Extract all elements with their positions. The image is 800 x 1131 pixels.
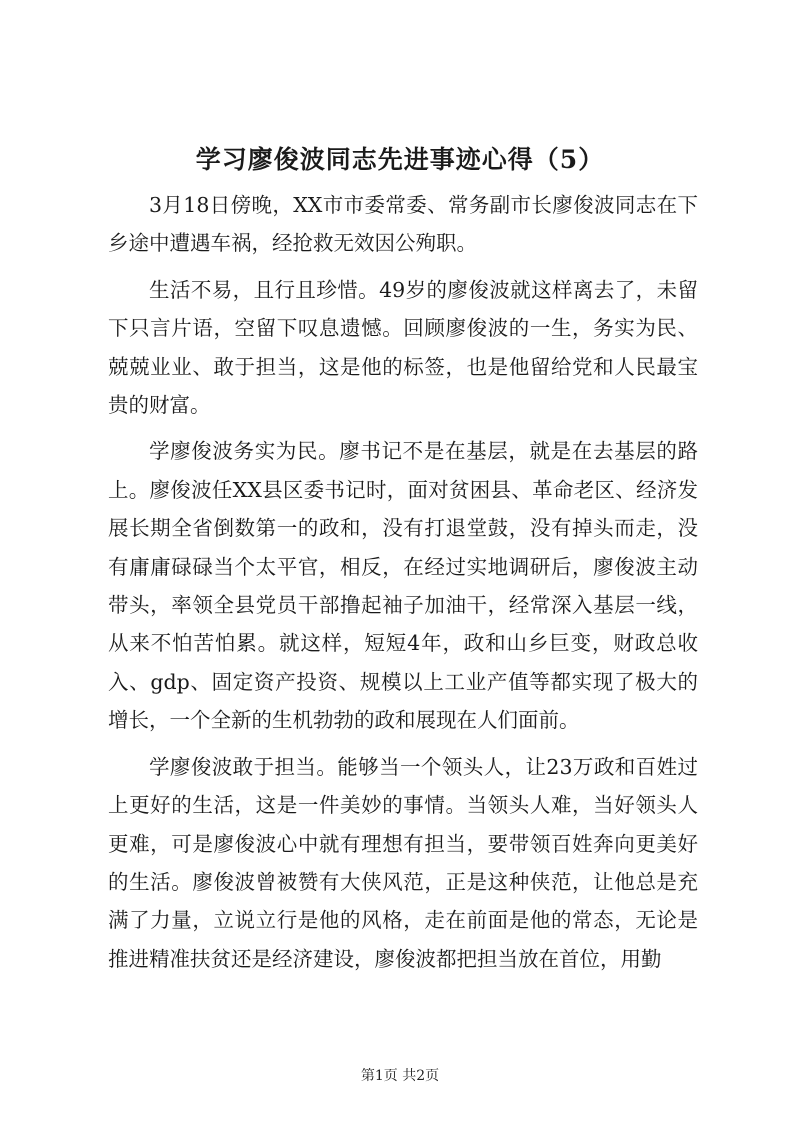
- paragraph-2: 生活不易，且行且珍惜。49岁的廖俊波就这样离去了，未留下只言片语，空留下叹息遗憾。回顾廖俊波的一生，务实为民、兢兢业业、敢于担当，这是他的标签，也是他留给党和人民最宝贵的财富。: [108, 277, 698, 418]
- paragraph-1: 3月18日傍晚，XX市市委常委、常务副市长廖俊波同志在下乡途中遭遇车祸，经抢救无效因公殉职。: [108, 193, 698, 256]
- document-title: 学习廖俊波同志先进事迹心得（5）: [195, 145, 605, 174]
- paragraph-4: 学廖俊波敢于担当。能够当一个领头人，让23万政和百姓过上更好的生活，这是一件美妙的事情。当领头人难，当好领头人更难，可是廖俊波心中就有理想有担当，要带领百姓奔向更美好的生活。廖俊波曾被赞有大侠风范，正是这种侠范，让他总是充满了力量，立说立行是他的风格，走在前面是他的常态，无论是推进精准扶贫还是经济建设，廖俊波都把担当放在首位，用勤: [108, 754, 698, 971]
- page-number-footer: 第1页 共2页: [360, 1068, 440, 1084]
- paragraph-3: 学廖俊波务实为民。廖书记不是在基层，就是在去基层的路上。廖俊波任XX县区委书记时，面对贫困县、革命老区、经济发展长期全省倒数第一的政和，没有打退堂鼓，没有掉头而走，没有庸庸碌碌当个太平官，相反，在经过实地调研后，廖俊波主动带头，率领全县党员干部撸起袖子加油干，经常深入基层一线，从来不怕苦怕累。就这样，短短4年，政和山乡巨变，财政总收入、gdp、固定资产投资、规模以上工业产值等都实现了极大的增长，一个全新的生机勃勃的政和展现在人们面前。: [108, 439, 698, 733]
- document-body: [108, 186, 698, 978]
